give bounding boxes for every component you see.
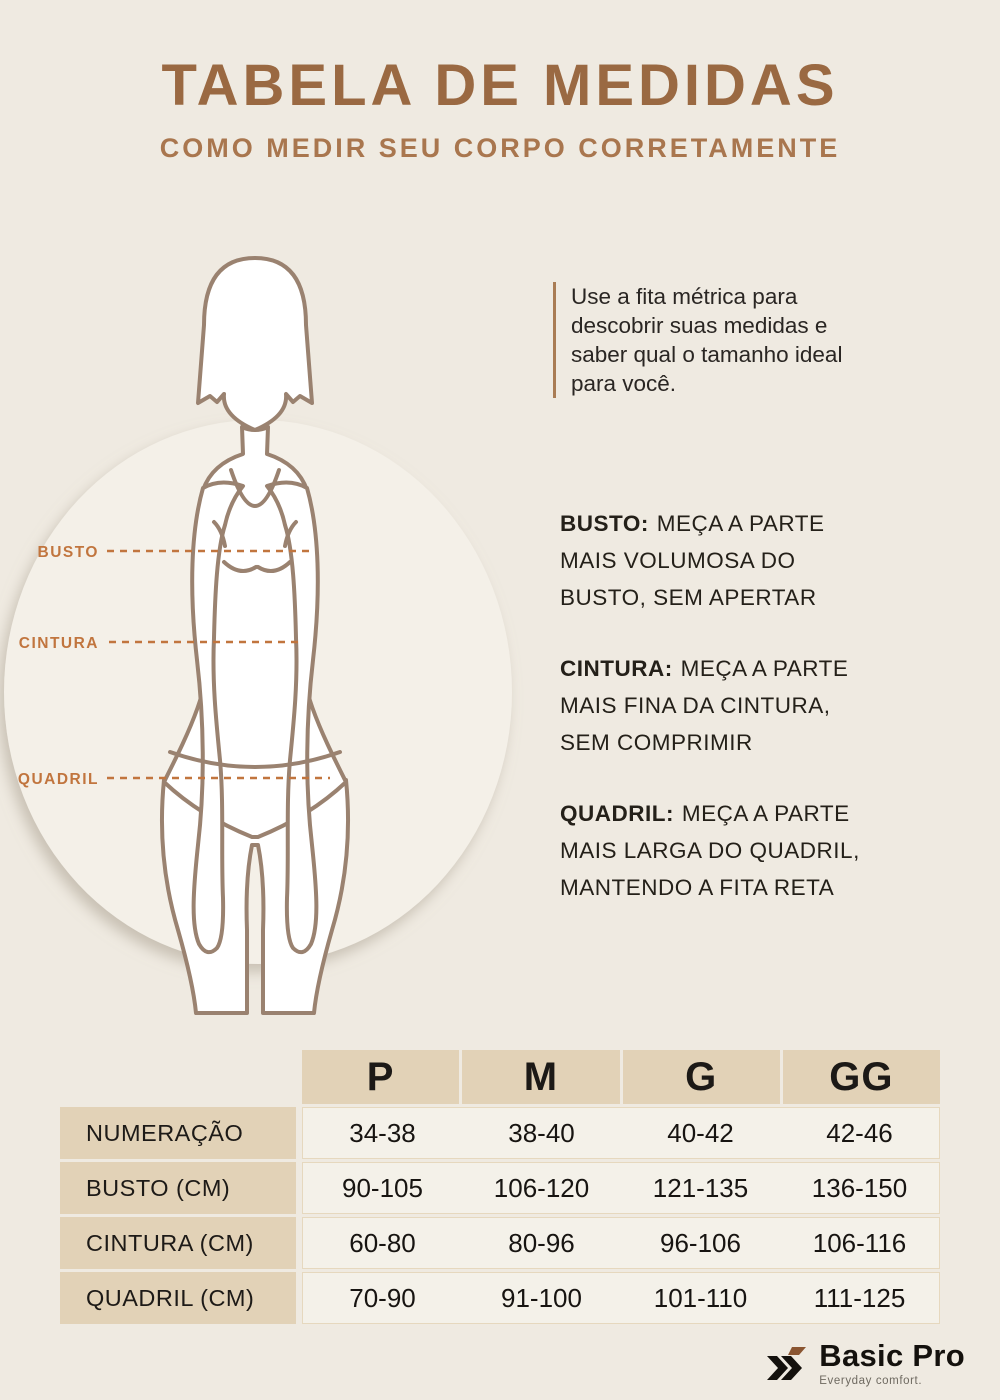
busto-label: BUSTO: bbox=[560, 511, 649, 536]
cell-value: 111-125 bbox=[813, 1282, 906, 1313]
size-table bbox=[60, 1050, 940, 1327]
cintura-line3: SEM COMPRIMIR bbox=[560, 730, 753, 755]
body-measurement-diagram bbox=[0, 230, 540, 1030]
cell-value: 96-106 bbox=[660, 1227, 741, 1258]
cintura-label: CINTURA: bbox=[560, 656, 673, 681]
size-header-gg: GG bbox=[783, 1050, 940, 1104]
table-row-numeracao bbox=[60, 1107, 940, 1159]
intro-text: Use a fita métrica para descobrir suas medidas e saber qual o tamanho ideal para você. bbox=[571, 284, 843, 396]
cell-value: 101-110 bbox=[653, 1282, 748, 1313]
quadril-figure-label: QUADRIL bbox=[17, 771, 99, 788]
busto-line2: MAIS VOLUMOSA DO bbox=[560, 548, 796, 573]
quadril-label: QUADRIL: bbox=[560, 801, 674, 826]
page-subtitle: COMO MEDIR SEU CORPO CORRETAMENTE bbox=[159, 133, 841, 163]
row-label: QUADRIL (CM) bbox=[60, 1272, 296, 1324]
cintura-figure-label: CINTURA bbox=[18, 635, 99, 652]
intro-paragraph bbox=[553, 282, 889, 398]
cell-value: 136-150 bbox=[811, 1172, 908, 1203]
cell-value: 121-135 bbox=[652, 1172, 749, 1203]
cintura-line2: MAIS FINA DA CINTURA, bbox=[560, 693, 831, 718]
body-figure-svg bbox=[0, 230, 540, 1030]
table-row-cintura bbox=[60, 1217, 940, 1269]
size-header-m: M bbox=[462, 1050, 619, 1104]
table-row-busto bbox=[60, 1162, 940, 1214]
busto-line1: MEÇA A PARTE bbox=[656, 511, 825, 536]
cell-value: 40-42 bbox=[667, 1117, 734, 1148]
cintura-line1: MEÇA A PARTE bbox=[680, 656, 849, 681]
size-header-g: G bbox=[623, 1050, 780, 1104]
quadril-line2: MAIS LARGA DO QUADRIL, bbox=[560, 838, 860, 863]
cell-value: 60-80 bbox=[349, 1227, 416, 1258]
cell-value: 34-38 bbox=[349, 1117, 416, 1148]
row-label: NUMERAÇÃO bbox=[60, 1107, 296, 1159]
cell-value: 42-46 bbox=[826, 1117, 893, 1148]
cell-value: 106-116 bbox=[812, 1227, 907, 1258]
busto-figure-label: BUSTO bbox=[37, 544, 99, 561]
double-chevron-icon bbox=[764, 1346, 810, 1384]
cell-value: 106-120 bbox=[493, 1172, 590, 1203]
busto-instructions bbox=[560, 505, 980, 616]
size-table-header bbox=[60, 1050, 940, 1104]
quadril-line3: MANTENDO A FITA RETA bbox=[560, 875, 835, 900]
cintura-instructions bbox=[560, 650, 980, 761]
brand-logo bbox=[764, 1338, 965, 1387]
cell-value: 38-40 bbox=[508, 1117, 575, 1148]
quadril-line1: MEÇA A PARTE bbox=[681, 801, 850, 826]
cell-value: 80-96 bbox=[508, 1227, 575, 1258]
header-spacer-cell bbox=[60, 1050, 296, 1104]
busto-line3: BUSTO, SEM APERTAR bbox=[560, 585, 817, 610]
header bbox=[0, 52, 1000, 164]
page-title: TABELA DE MEDIDAS bbox=[161, 53, 839, 118]
cell-value: 90-105 bbox=[342, 1172, 423, 1203]
table-row-quadril bbox=[60, 1272, 940, 1324]
logo-name: Basic Pro bbox=[819, 1338, 965, 1373]
row-label: BUSTO (CM) bbox=[60, 1162, 296, 1214]
row-label: CINTURA (CM) bbox=[60, 1217, 296, 1269]
cell-value: 70-90 bbox=[349, 1282, 416, 1313]
cell-value: 91-100 bbox=[501, 1282, 582, 1313]
quadril-instructions bbox=[560, 795, 980, 906]
size-header-p: P bbox=[302, 1050, 459, 1104]
logo-tagline: Everyday comfort. bbox=[819, 1375, 923, 1387]
